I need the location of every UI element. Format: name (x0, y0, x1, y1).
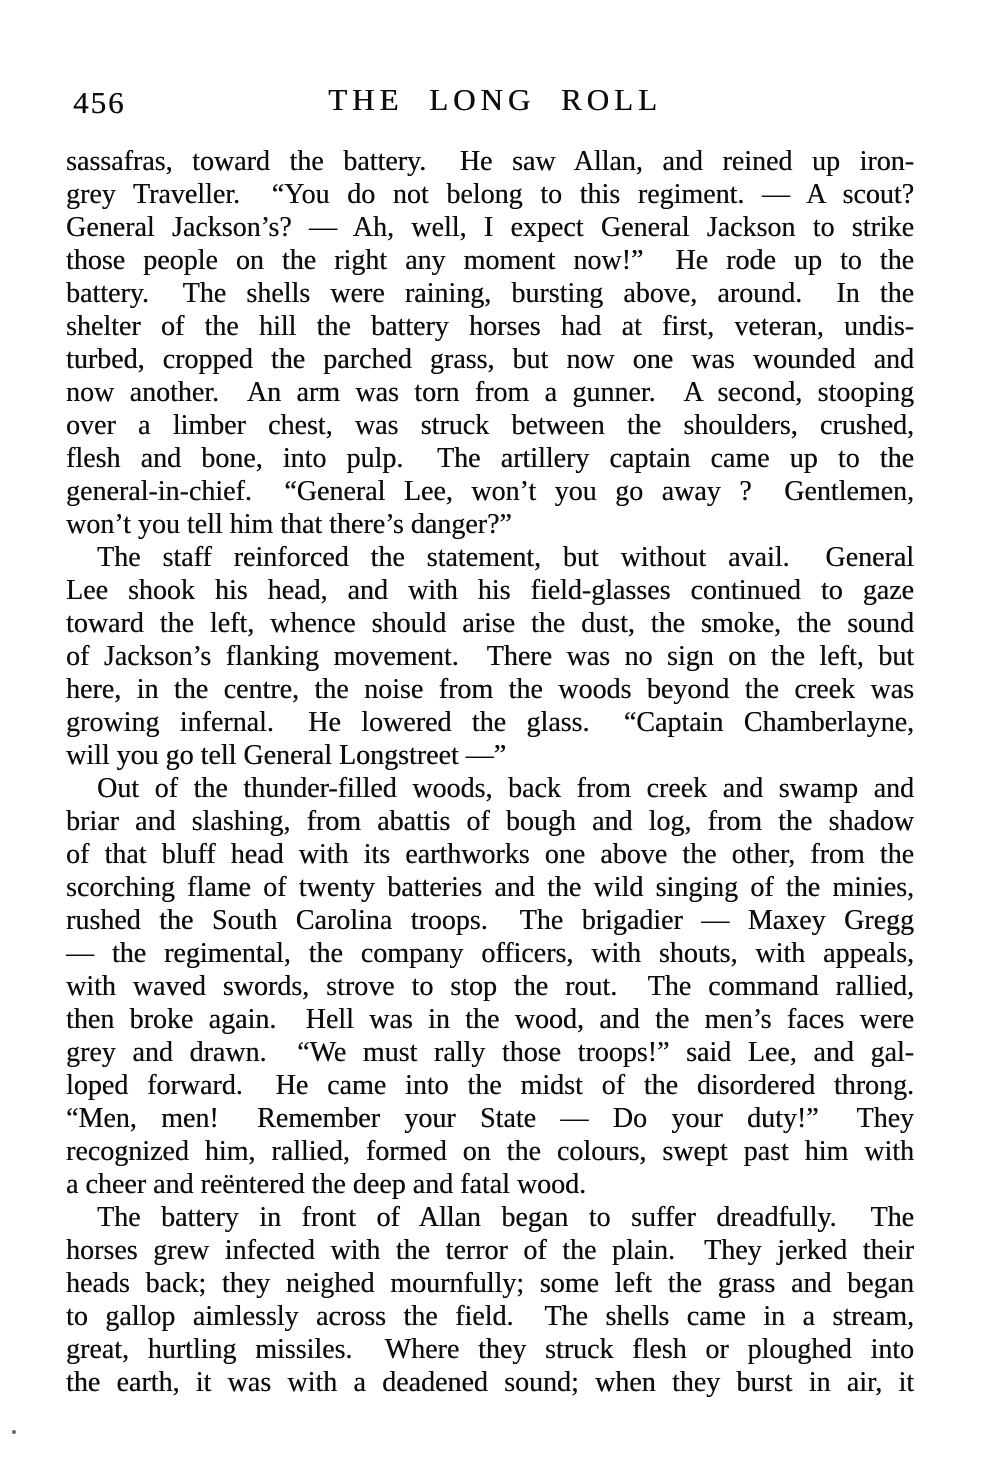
text-line: with waved swords, strove to stop the rout. The command rallied, (66, 971, 914, 1002)
text-line: shelter of the hill the battery horses had at first, veteran, undis- (66, 311, 914, 342)
text-line: turbed, cropped the parched grass, but now one was wounded and (66, 344, 914, 375)
text-line: the earth, it was with a deadened sound; when they burst in air, it (66, 1367, 914, 1398)
running-title: THE LONG ROLL (328, 82, 662, 117)
text-line: horses grew infected with the terror of the plain. They jerked their (66, 1235, 914, 1266)
text-line: now another. An arm was torn from a gunner. A second, stooping (66, 377, 914, 408)
text-line: sassafras, toward the battery. He saw Allan, and reined up iron- (66, 146, 914, 177)
text-line: of that bluff head with its earthworks one above the other, from the (66, 839, 914, 870)
text-line: “Men, men! Remember your State — Do your duty!” They (66, 1103, 914, 1134)
text-line: will you go tell General Longstreet —” (66, 740, 507, 771)
text-line: toward the left, whence should arise the dust, the smoke, the sound (66, 608, 914, 639)
text-line: Lee shook his head, and with his field-glasses continued to gaze (66, 575, 914, 606)
text-line: growing infernal. He lowered the glass. “Captain Chamberlayne, (66, 707, 914, 738)
text-line: over a limber chest, was struck between the shoulders, crushed, (66, 410, 914, 441)
text-line: flesh and bone, into pulp. The artillery captain came up to the (66, 443, 914, 474)
text-line: of Jackson’s flanking movement. There was no sign on the left, but (66, 641, 914, 672)
text-line: great, hurtling missiles. Where they struck flesh or ploughed into (66, 1334, 914, 1365)
text-line: won’t you tell him that there’s danger?” (66, 509, 512, 540)
text-line: The staff reinforced the statement, but without avail. General (97, 542, 914, 573)
text-line: The battery in front of Allan began to suffer dreadfully. The (97, 1202, 914, 1233)
page-header (0, 82, 1000, 124)
text-line: grey Traveller. “You do not belong to this regiment. — A scout? (66, 179, 914, 210)
scan-speck (12, 1430, 16, 1434)
page-number: 456 (73, 85, 126, 120)
text-line: recognized him, rallied, formed on the colours, swept past him with (66, 1136, 914, 1167)
text-line: general-in-chief. “General Lee, won’t you go away ? Gentlemen, (66, 476, 914, 507)
text-line: grey and drawn. “We must rally those troops!” said Lee, and gal- (66, 1037, 914, 1068)
text-line: briar and slashing, from abattis of bough and log, from the shadow (66, 806, 914, 837)
text-line: rushed the South Carolina troops. The brigadier — Maxey Gregg (66, 905, 914, 936)
text-line: battery. The shells were raining, bursting above, around. In the (66, 278, 914, 309)
text-line: a cheer and reëntered the deep and fatal wood. (66, 1169, 587, 1200)
body-text (66, 145, 914, 1399)
text-line: those people on the right any moment now!” He rode up to the (66, 245, 914, 276)
text-line: loped forward. He came into the midst of the disordered throng. (66, 1070, 914, 1101)
text-line: to gallop aimlessly across the field. The shells came in a stream, (66, 1301, 914, 1332)
text-line: heads back; they neighed mournfully; some left the grass and began (66, 1268, 914, 1299)
text-line: here, in the centre, the noise from the woods beyond the creek was (66, 674, 914, 705)
text-line: General Jackson’s? — Ah, well, I expect General Jackson to strike (66, 212, 914, 243)
text-line: scorching flame of twenty batteries and the wild singing of the minies, (66, 872, 914, 903)
text-line: Out of the thunder-filled woods, back from creek and swamp and (97, 773, 914, 804)
text-line: — the regimental, the company officers, with shouts, with appeals, (66, 938, 914, 969)
text-line: then broke again. Hell was in the wood, and the men’s faces were (66, 1004, 914, 1035)
